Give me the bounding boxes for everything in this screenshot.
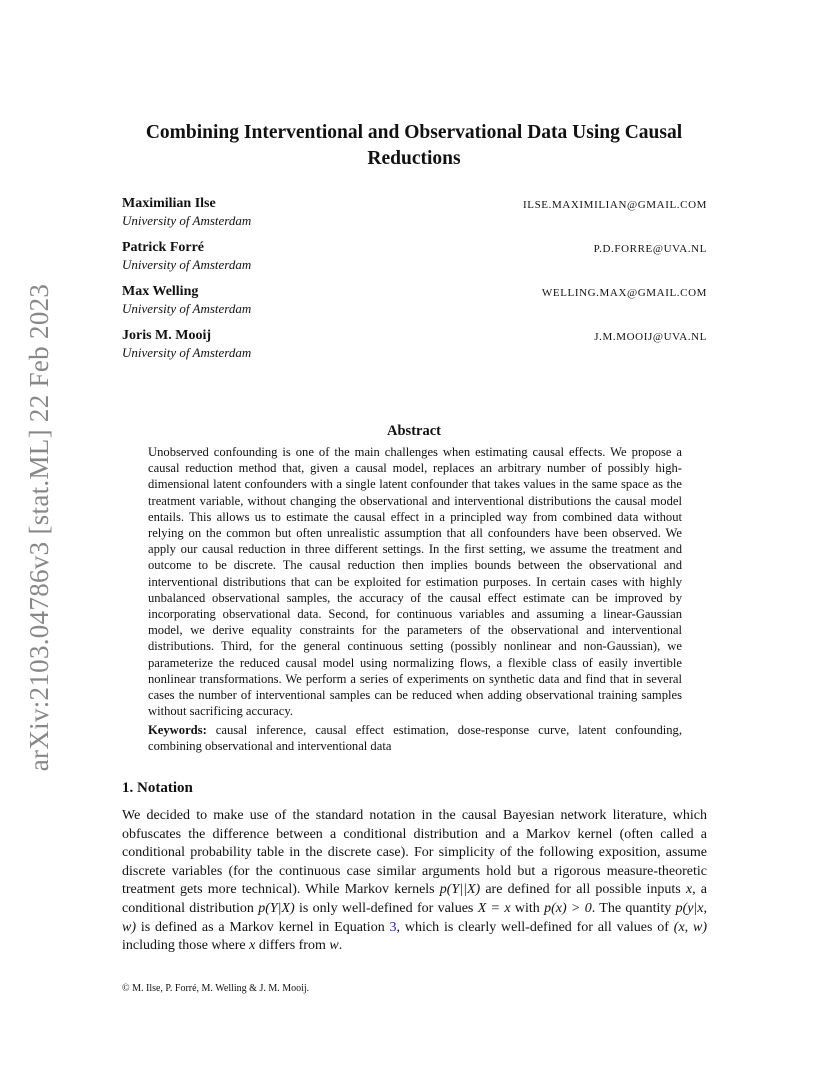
author-block [122,239,707,283]
author-name: Patrick Forré [122,240,205,255]
section-paragraph: We decided to make use of the standard notation in the causal Bayesian network literature, which obfuscates the difference between a conditional distribution and a Markov kernel (often called a conditional probability table in the discrete case). For simplicity of the following exposition, assume discrete variables (for the continuous case similar arguments hold but a rigorous measure-theoretic treatment gets more technical). While Markov kernels p(Y||X) are defined for all possible inputs x, a conditional distribution p(Y|X) is only well-defined for values X = x with p(x) > 0. The quantity p(y|x, w) is defined as a Markov kernel in Equation 3, which is clearly well-defined for all values of (x, w) including those where x differs from w. [122,808,708,954]
keywords-text: causal inference, causal effect estimation, dose-response curve, latent confounding, combining observational and interventional data [148,723,683,754]
author-affiliation: University of Amsterdam [122,213,252,228]
author-email: ILSE.MAXIMILIAN@GMAIL.COM [522,199,707,211]
paper-title: Combining Interventional and Observational Data Using Causal Reductions [145,122,683,169]
keywords-label: Keywords: [148,723,207,737]
author-name: Maximilian Ilse [122,196,216,211]
author-affiliation: University of Amsterdam [122,345,252,360]
abstract-heading: Abstract [387,423,441,439]
author-name: Joris M. Mooij [122,328,212,343]
arxiv-stamp-text: arXiv:2103.04786v3 [stat.ML] 22 Feb 2023 [24,283,55,771]
keywords [148,722,682,754]
abstract-text: Unobserved confounding is one of the main challenges when estimating causal effects. We propose a causal reduction method that, given a causal model, replaces an arbitrary number of possibly high-dimensional latent confounders with a single latent confounder that takes values in the same space as the treatment variable, without changing the observational and interventional distributions the causal model entails. This allows us to estimate the causal effect in a principled way from combined data without relying on the common but often unrealistic assumption that all confounders have been observed. We apply our causal reduction in three different settings. In the first setting, we assume the treatment and outcome to be discrete. The causal reduction then implies bounds between the observational and interventional distributions that can be exploited for estimation purposes. In certain cases with highly unbalanced observational samples, the accuracy of the causal effect estimate can be improved by incorporating observational data. Second, for continuous variables and assuming a linear-Gaussian model, we derive equality constraints for the parameters of the observational and interventional distributions. Third, for the general continuous setting (possibly nonlinear and non-Gaussian), we parameterize the reduced causal model using normalizing flows, a flexible class of easily invertible nonlinear transformations. We perform a series of experiments on synthetic data and find that in several cases the number of interventional samples can be reduced when adding observational training samples without sacrificing accuracy. [148,445,682,719]
author-block [122,327,707,371]
author-email: P.D.FORRE@UVA.NL [593,243,707,255]
section-heading: 1. Notation [122,780,193,796]
author-block [122,195,707,239]
arxiv-stamp [22,282,58,772]
author-email: WELLING.MAX@GMAIL.COM [541,287,707,299]
author-affiliation: University of Amsterdam [122,301,252,316]
author-block [122,283,707,327]
author-email: J.M.MOOIJ@UVA.NL [594,331,707,343]
copyright-footer: © M. Ilse, P. Forré, M. Welling & J. M. Mooij. [122,983,310,994]
equation-reference-link[interactable]: 3 [389,919,397,935]
author-list [122,195,707,371]
author-name: Max Welling [122,284,199,299]
author-affiliation: University of Amsterdam [122,257,252,272]
